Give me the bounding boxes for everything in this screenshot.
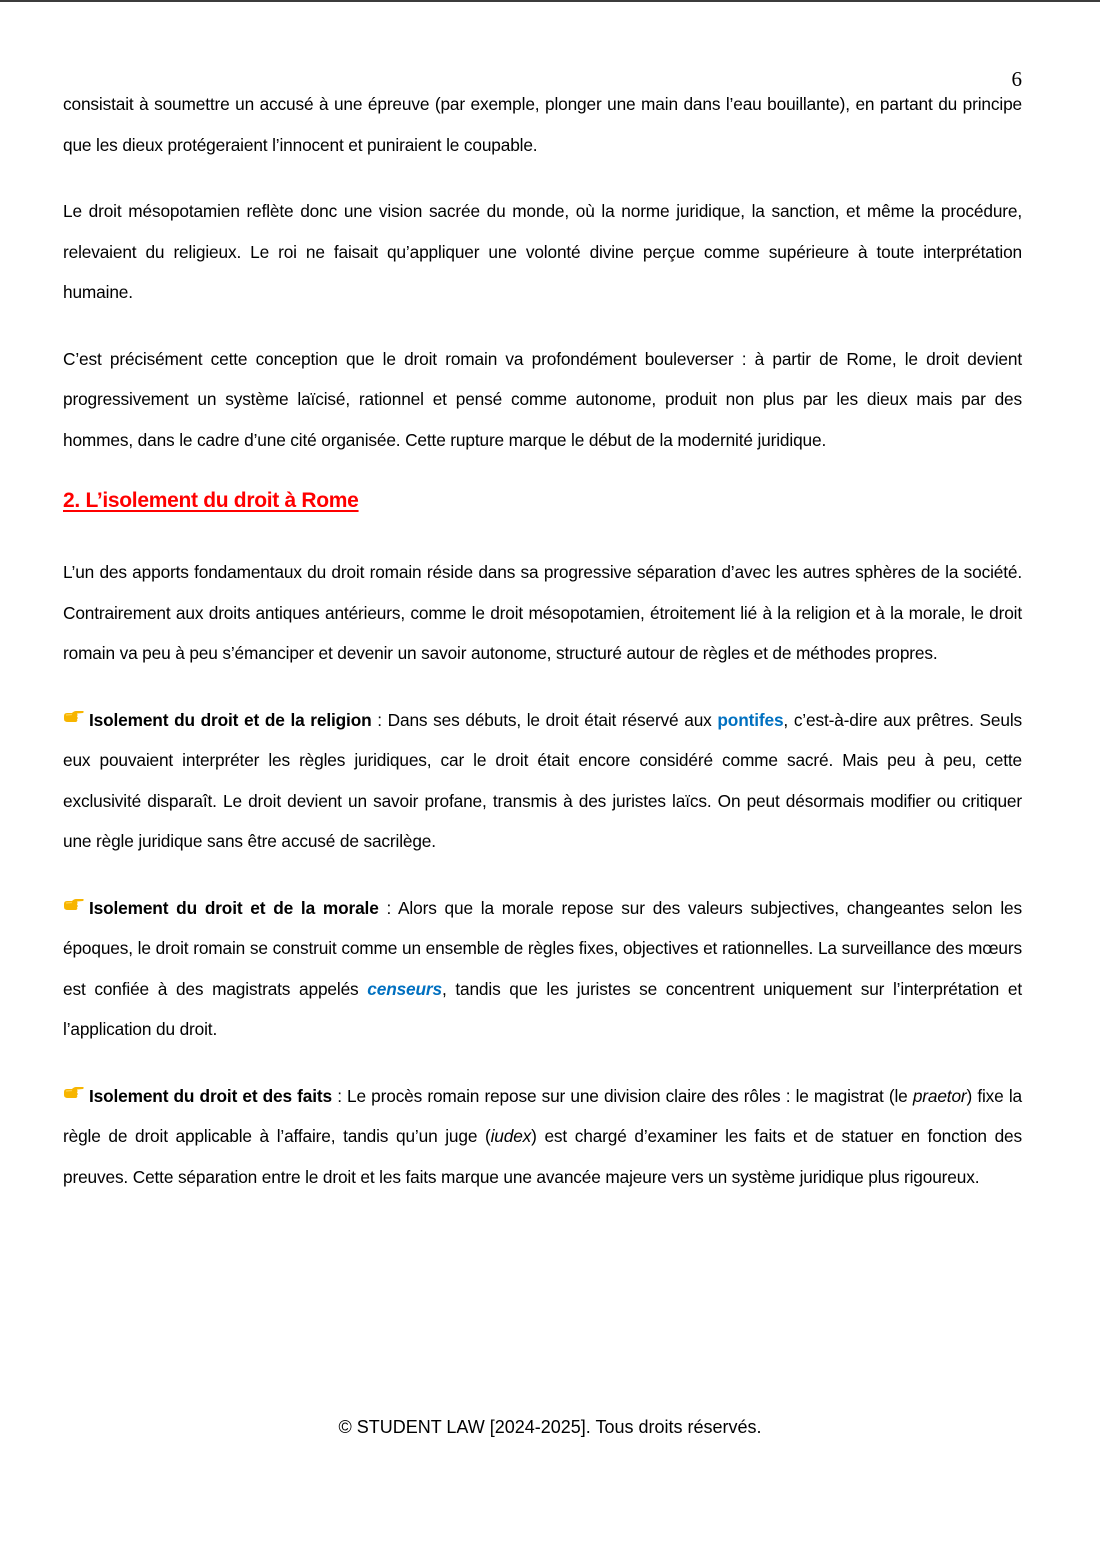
pointing-hand-icon: [63, 898, 85, 912]
bullet-text: , c’est-à-dire aux prêtres. Seuls eux pouvaient interpréter les règles juridiques, car le droit était encore considéré comme sacré. Mais peu à peu, cette exclusivité disparaît. Le droit devient un savoir profane, transmis à des juristes laïcs. On peut désormais modifier ou critiquer une règle juridique sans être accusé de sacrilège.: [63, 709, 1023, 851]
term-censeurs: censeurs: [367, 978, 442, 999]
section-heading: 2. L’isolement du droit à Rome: [63, 489, 359, 512]
bullet-text: : Le procès romain repose sur une division claire des rôles : le magistrat (le: [331, 1085, 913, 1106]
bullet-text: : Alors que la morale repose sur des valeurs subjectives, changeantes selon les époques, le droit romain se construit comme un ensemble de règles fixes, objectives et rationnelles. La surveillance des mœurs est confiée à des magistrats appelés: [63, 897, 1023, 999]
document-body: [63, 84, 1022, 1223]
paragraph: Le droit mésopotamien reflète donc une vision sacrée du monde, où la norme juridique, la sanction, et même la procédure, relevaient du religieux. Le roi ne faisait qu’appliquer une volonté divine perçue comme supérieure à toute interprétation humaine.: [63, 201, 1022, 302]
bullet-morale: [63, 888, 1022, 1050]
bullet-title: Isolement du droit et des faits: [89, 1085, 332, 1106]
bullet-title: Isolement du droit et de la religion: [89, 709, 372, 730]
bullet-title: Isolement du droit et de la morale: [89, 897, 379, 918]
bullet-text: ) fixe la règle de droit applicable à l’affaire, tandis qu’un juge (: [63, 1085, 1022, 1146]
page-number: 6: [1011, 67, 1022, 91]
bullet-faits: [63, 1076, 1022, 1198]
copyright-footer: © STUDENT LAW [2024-2025]. Tous droits réservés.: [338, 1417, 762, 1437]
pointing-hand-icon: [63, 710, 85, 724]
bullet-religion: [63, 700, 1022, 862]
paragraph: consistait à soumettre un accusé à une épreuve (par exemple, plonger une main dans l’eau bouillante), en partant du principe que les dieux protégeraient l’innocent et puniraient le coupable.: [63, 94, 1022, 155]
section-intro: L’un des apports fondamentaux du droit romain réside dans sa progressive séparation d’avec les autres sphères de la société. Contrairement aux droits antiques antérieurs, comme le droit mésopotamien, étroitement lié à la religion et à la morale, le droit romain va peu à peu s’émanciper et devenir un savoir autonome, structuré autour de règles et de méthodes propres.: [63, 562, 1022, 663]
bullet-text: : Dans ses débuts, le droit était réservé aux: [371, 709, 718, 730]
term-iudex: iudex: [490, 1126, 532, 1146]
term-praetor: praetor: [912, 1085, 967, 1106]
bullet-text: , tandis que les juristes se concentrent uniquement sur l’interprétation et l’application du droit.: [63, 978, 1022, 1039]
top-border: [0, 0, 1100, 2]
bullet-text: ) est chargé d’examiner les faits et de statuer en fonction des preuves. Cette séparation entre le droit et les faits marque une avancée majeure vers un système juridique plus rigoureux.: [63, 1126, 1022, 1187]
pointing-hand-icon: [63, 1086, 85, 1100]
paragraph: C’est précisément cette conception que le droit romain va profondément bouleverser : à partir de Rome, le droit devient progressivement un système laïcisé, rationnel et pensé comme autonome, produit non plus par les dieux mais par des hommes, dans le cadre d’une cité organisée. Cette rupture marque le début de la modernité juridique.: [63, 348, 1022, 450]
term-pontifes: pontifes: [717, 709, 784, 730]
